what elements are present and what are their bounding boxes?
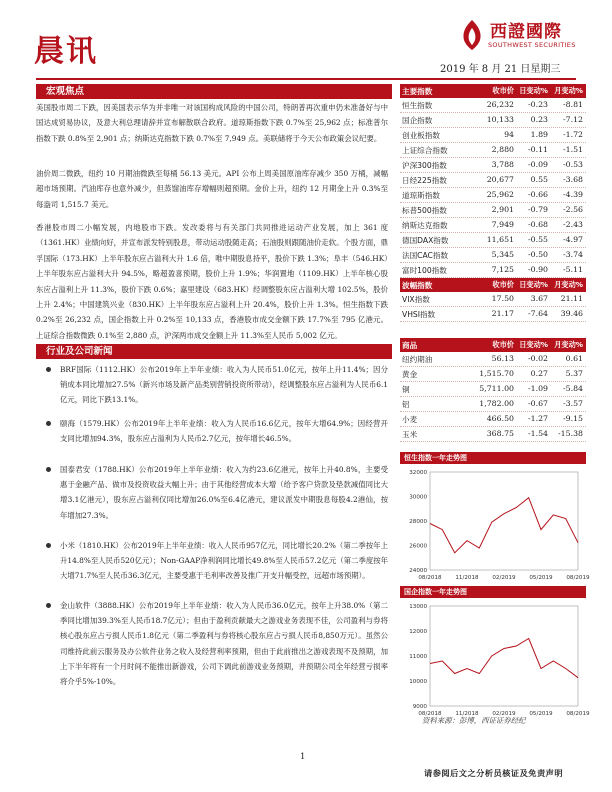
row-value: -8.81 — [563, 100, 583, 109]
row-value: -3.68 — [563, 175, 583, 184]
indices-row — [400, 203, 586, 218]
row-value: 5,345 — [491, 250, 514, 259]
news-item — [60, 362, 388, 408]
header-cell: 主要指数 — [402, 87, 433, 96]
y-tick-label: 32000 — [409, 470, 427, 476]
y-tick-label: 12000 — [409, 629, 427, 635]
row-value: 17.50 — [491, 294, 514, 303]
logo-mark-icon — [458, 18, 486, 52]
series-line — [430, 639, 578, 678]
hsi-chart — [400, 452, 590, 588]
row-value: 0.27 — [530, 369, 548, 378]
hsi-chart-svg — [400, 464, 590, 584]
row-value: 25,962 — [486, 190, 514, 199]
hscei-chart-title: 国企指数一年走势图 — [400, 586, 586, 598]
row-value: -1.72 — [563, 130, 583, 139]
indices-row — [400, 233, 586, 248]
row-value: 21.17 — [491, 309, 514, 318]
bullet-icon — [46, 421, 51, 426]
x-tick-label: 02/2019 — [492, 575, 516, 581]
row-value: -0.55 — [528, 235, 548, 244]
series-line — [430, 498, 578, 553]
header-cell: 商品 — [402, 341, 418, 350]
row-value: 1,515.70 — [479, 369, 514, 378]
row-label: 铝 — [402, 400, 410, 409]
header-cell: 日变动% — [519, 280, 548, 289]
row-value: 3.67 — [530, 294, 548, 303]
row-label: 玉米 — [402, 430, 418, 439]
row-label: 铜 — [402, 385, 410, 394]
macro-paragraph-3: 香港股市周二小幅发展，内地股市下跌。发改委将与有关部门共同推进运动产业发展，加上 361 度（1361.HK）业绩向好，并宣布派发特别股息，带动运动股随走高；石油股则跟随油价走软。个股方面，鼎孚国际（173.HK）上半年股东应占溢利大升 1.6 倍，唯中期股息持平，股价下跌 1.3%；阜丰（546.HK）上半年股东应占溢利大升 94.5%，略超盈喜预期，股价上升 1.9%；华润置地（1109.HK）上半年核心股东应占溢利上升 11.3%，股价下跌 0.6%；嘉里建设（683.HK）经调整股东应占溢利大增 102.5%，股价上升 2.4%；中国建筑兴业（830.HK）上半年股东应占溢利上升 20.4%，股价上升 1.3%。恒生指数下跌 0.2%至 26,232 点，国企指数上升 0.2%至 10,133 点，香港股市成交金额下跌 17.7%至 795 亿港元。上证综合指数微跌 0.1%至 2,880 点，沪深两市成交金额上升 11.3%至人民币 5,002 亿元。 — [36, 223, 388, 340]
header-cell: 收市价 — [492, 86, 514, 95]
row-label: 标普500指数 — [402, 206, 447, 215]
logo-chinese-text: 西證國際 — [490, 22, 562, 42]
bullet-icon — [46, 467, 51, 472]
x-tick-label: 02/2019 — [492, 711, 516, 717]
row-value: -0.68 — [528, 220, 548, 229]
indices-row — [400, 113, 586, 128]
row-value: -5.11 — [563, 265, 583, 274]
commodities-row — [400, 367, 586, 382]
row-label: 国企指数 — [402, 116, 433, 125]
indices-table-body — [400, 98, 586, 278]
row-value: 2,901 — [491, 205, 514, 214]
row-value: -7.64 — [528, 309, 548, 318]
y-tick-label: 9000 — [412, 704, 427, 710]
indices-row — [400, 263, 586, 278]
x-tick-label: 11/2018 — [455, 575, 479, 581]
row-value: -1.54 — [528, 429, 548, 438]
news-item-text: 颐海（1579.HK）公布2019年上半年业绩：收入为人民币16.6亿元，按年大增64.9%；因经营开支同比增加94.3%，股东应占溢利为人民币2.7亿元，按年增长46.5%。 — [60, 419, 388, 444]
row-value: 20,677 — [486, 175, 514, 184]
disclaimer-text: 请参阅后文之分析员核证及免责声明 — [424, 768, 564, 778]
x-tick-label: 05/2019 — [529, 575, 553, 581]
commodities-row — [400, 427, 586, 442]
row-label: 恒生指数 — [402, 101, 433, 110]
y-tick-label: 13000 — [409, 604, 427, 610]
indices-row — [400, 128, 586, 143]
header-cell: 日变动% — [519, 340, 548, 349]
row-value: -2.43 — [563, 220, 583, 229]
row-value: 39.46 — [560, 309, 583, 318]
row-value: 3,788 — [491, 160, 514, 169]
row-value: -0.90 — [528, 265, 548, 274]
hsi-chart-title: 恒生指数一年走势图 — [400, 452, 586, 464]
bullet-icon — [46, 367, 51, 372]
news-item-text: 国泰君安（1788.HK）公布2019年上半年业绩：收入为约23.6亿港元，按年上升40.8%，主要受惠于金融产品、做市及投资收益大幅上升；由于其他经营成本大增（给予客户贷款及垫款减值同比大增3.1亿港元），股东应占溢利仅同比增加26.0%至6.4亿港元，建议派发中期股息每股4.2港仙，按年增加27.3%。 — [60, 465, 388, 520]
row-label: VHSI指数 — [402, 310, 436, 319]
indices-table-header — [400, 84, 586, 98]
x-tick-label: 08/2018 — [418, 711, 442, 717]
row-value: 5,711.00 — [479, 384, 514, 393]
row-label: 德国DAX指数 — [402, 236, 449, 245]
commodities-table — [400, 338, 586, 442]
header-cell: 月变动% — [554, 340, 583, 349]
volatility-row — [400, 307, 586, 322]
row-value: 466.50 — [486, 414, 514, 423]
commodities-row — [400, 382, 586, 397]
macro-section-heading: 宏观焦点 — [36, 84, 392, 99]
header-cell: 波幅指数 — [402, 281, 433, 290]
x-tick-label: 05/2019 — [529, 711, 553, 717]
industry-section-heading: 行业及公司新闻 — [36, 344, 392, 359]
row-label: 法国CAC指数 — [402, 251, 449, 260]
row-value: -5.84 — [563, 384, 583, 393]
y-tick-label: 28000 — [409, 519, 427, 525]
row-label: 沪深300指数 — [402, 161, 447, 170]
x-tick-label: 11/2018 — [455, 711, 479, 717]
row-label: 日经225指数 — [402, 176, 447, 185]
row-value: 0.23 — [530, 115, 548, 124]
row-value: -9.15 — [563, 414, 583, 423]
bullet-icon — [46, 543, 51, 548]
commodities-row — [400, 397, 586, 412]
row-value: -1.09 — [528, 384, 548, 393]
commodities-row — [400, 352, 586, 367]
row-value: -1.51 — [563, 145, 583, 154]
report-date: 2019 年 8 月 21 日星期三 — [440, 64, 561, 75]
row-value: -0.53 — [563, 160, 583, 169]
row-label: 上证综合指数 — [402, 146, 448, 155]
news-item-text: BRF国际（1112.HK）公布2019年上半年业绩：收入为人民币51.0亿元，按年上升11.4%；因分销成本同比增加27.5%（新兴市场及新产品类别营销投资所带动），经调整股东应占溢利为人民币6.1亿元，同比下跌13.1%。 — [60, 365, 388, 405]
volatility-row — [400, 292, 586, 307]
row-value: -2.56 — [563, 205, 583, 214]
row-value: 2,880 — [491, 145, 514, 154]
indices-row — [400, 98, 586, 113]
row-value: -0.67 — [528, 399, 548, 408]
plot-area — [430, 472, 578, 570]
header-divider — [36, 78, 576, 80]
row-value: 1,782.00 — [479, 399, 514, 408]
row-value: 7,949 — [491, 220, 514, 229]
commodities-row — [400, 412, 586, 427]
row-label: 黄金 — [402, 370, 418, 379]
row-value: 11,651 — [486, 235, 514, 244]
row-value: -0.50 — [528, 250, 548, 259]
y-tick-label: 26000 — [409, 543, 427, 550]
macro-paragraph-1: 美国股市周二下跌，因美国表示华为并非唯一对该国构成风险的中国公司，特朗普再次重申仍未准备好与中国达成贸易协议，及意大利总理请辞并宣布解散联合政府。道琼斯指数下跌 0.7%至 25,962 点；标准普尔指数下跌 0.8%至 2,901 点；纳斯达克指数下跌 0.7%至 7,949 点。美联储将于今天公布政策会议纪要。 — [36, 103, 388, 143]
news-item-text: 小米（1810.HK）公布2019年上半年业绩：收入人民币957亿元，同比增长20.2%（第二季按年上升14.8%至人民币520亿元）；Non-GAAP净利润同比增长49.8%至人民币57.2亿元（第二季度按年大增71.7%至人民币36.3亿元，主要受惠于毛利率改善及推广开支升幅受控，远超市场预期）。 — [60, 541, 388, 581]
row-value: -0.23 — [528, 100, 548, 109]
news-item — [60, 598, 388, 689]
row-label: 富时100指数 — [402, 266, 447, 275]
y-tick-label: 24000 — [409, 568, 427, 574]
bullet-icon — [46, 603, 51, 608]
row-value: 26,232 — [486, 100, 514, 109]
volatility-table-body — [400, 292, 586, 322]
row-label: 创业板指数 — [402, 131, 440, 140]
company-logo — [458, 18, 588, 58]
row-value: 94 — [504, 130, 514, 139]
row-value: -0.09 — [528, 160, 548, 169]
indices-row — [400, 218, 586, 233]
y-tick-label: 10000 — [409, 679, 427, 685]
row-value: -3.74 — [563, 250, 583, 259]
row-value: -0.02 — [528, 354, 548, 363]
header-cell: 收市价 — [492, 340, 514, 349]
row-value: -0.79 — [528, 205, 548, 214]
row-value: 5.37 — [565, 369, 583, 378]
indices-row — [400, 248, 586, 263]
header-cell: 收市价 — [492, 280, 514, 289]
row-value: 368.75 — [486, 429, 514, 438]
y-tick-label: 11000 — [409, 654, 427, 660]
plot-area — [430, 606, 578, 706]
data-source-note: 资料来源：彭博，西证证券经纪 — [422, 716, 526, 725]
report-title: 晨讯 — [34, 34, 98, 69]
row-label: 道琼斯指数 — [402, 191, 440, 200]
commodities-table-body — [400, 352, 586, 442]
commodities-table-header — [400, 338, 586, 352]
news-item — [60, 538, 388, 584]
row-value: -0.66 — [528, 190, 548, 199]
row-value: -15.38 — [558, 429, 583, 438]
volatility-table — [400, 278, 586, 322]
row-label: 纳斯达克指数 — [402, 221, 448, 230]
row-value: 7,125 — [491, 265, 514, 274]
row-value: 56.13 — [491, 354, 514, 363]
x-tick-label: 08/2019 — [566, 711, 590, 717]
row-value: -1.27 — [528, 414, 548, 423]
indices-table — [400, 84, 586, 278]
indices-row — [400, 158, 586, 173]
indices-row — [400, 188, 586, 203]
row-value: -3.57 — [563, 399, 583, 408]
news-item — [60, 416, 388, 446]
hscei-chart-svg — [400, 598, 590, 720]
hscei-chart — [400, 586, 590, 724]
row-label: VIX指数 — [402, 295, 430, 304]
row-value: -0.11 — [528, 145, 548, 154]
news-item — [60, 462, 388, 523]
macro-paragraph-2: 油价周二微跌，纽约 10 月期油微跌至每桶 56.13 美元。API 公布上周美国原油库存减少 350 万桶，减幅超市场预期。汽油库存也意外减少，但蒸馏油库存增幅则超预期。金价上升，纽约 12 月期金上升 0.3%至每盎司 1,515.7 美元。 — [36, 169, 388, 209]
row-value: -7.12 — [563, 115, 583, 124]
header-cell: 日变动% — [519, 86, 548, 95]
header-cell: 月变动% — [554, 86, 583, 95]
page-number: 1 — [300, 752, 306, 762]
volatility-table-header — [400, 278, 586, 292]
header-cell: 月变动% — [554, 280, 583, 289]
x-tick-label: 08/2019 — [566, 575, 590, 581]
row-value: 1.89 — [530, 130, 548, 139]
indices-row — [400, 143, 586, 158]
row-value: 0.61 — [565, 354, 583, 363]
x-tick-label: 08/2018 — [418, 575, 442, 581]
row-value: -4.97 — [563, 235, 583, 244]
row-label: 小麦 — [402, 415, 418, 424]
row-value: 21.11 — [560, 294, 583, 303]
y-tick-label: 30000 — [409, 494, 427, 501]
news-item-text: 金山软件（3888.HK）公布2019年上半年业绩：收入为人民币36.0亿元，按年上升38.0%（第二季同比增加39.3%至人民币18.7亿元）；但由于盈利贡献最大之游戏业务表现不佳，公司盈利与券将核心股东应占亏损人民币1.8亿元（第二季盈利与券将核心股东应占亏损人民币8,850万元）。虽然公司维持此前云服务及办公软件业务之收入及经营利率预期，但由于此前推出之游戏表现不及预期，加上下半年将有一个月时间不能推出新游戏，公司下调此前游戏业务预期，并预期公司全年经营亏损率将介乎5%-10%。 — [60, 601, 388, 687]
row-value: -4.39 — [563, 190, 583, 199]
row-value: 0.55 — [530, 175, 548, 184]
row-label: 纽约期油 — [402, 355, 433, 364]
logo-english-text: SOUTHWEST SECURITIES — [488, 41, 576, 49]
row-value: 10,133 — [486, 115, 514, 124]
indices-row — [400, 173, 586, 188]
